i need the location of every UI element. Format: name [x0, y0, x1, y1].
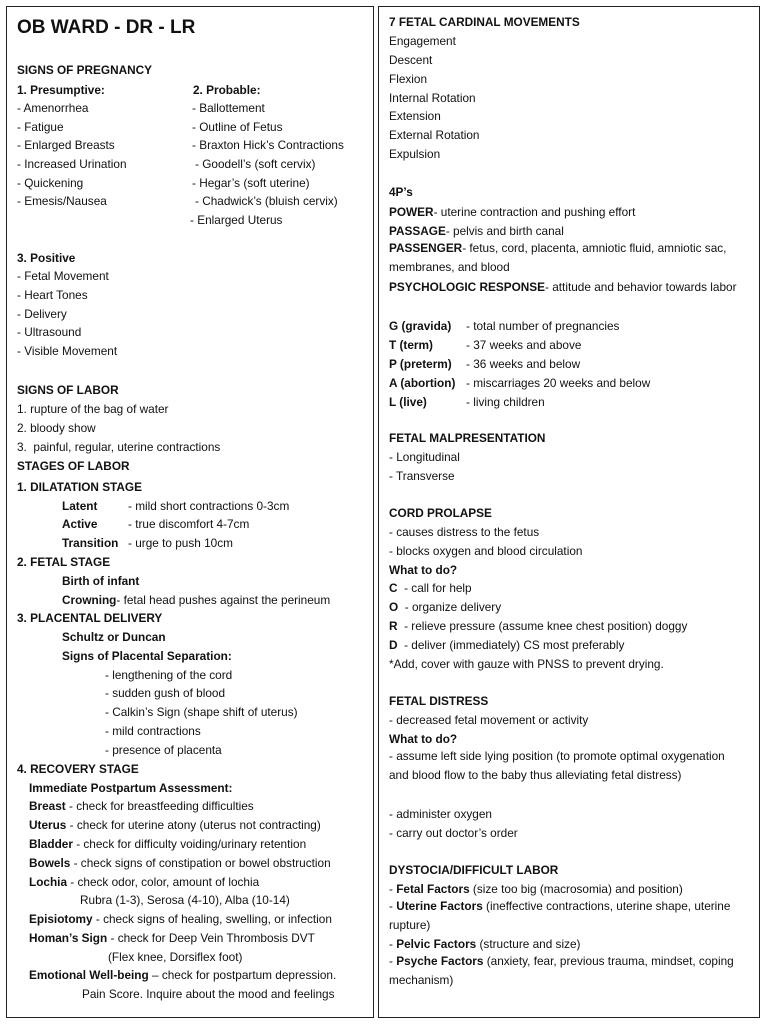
- distress-oxygen: - administer oxygen: [389, 807, 492, 821]
- presumptive-item: - Increased Urination: [17, 157, 127, 171]
- gtpal-text: - living children: [466, 395, 545, 409]
- homans-label: Homan’s Sign: [29, 931, 108, 945]
- psyche-factors-label: Psyche Factors: [396, 954, 484, 968]
- separation-sign: - Calkin’s Sign (shape shift of uterus): [105, 705, 298, 719]
- postpartum-assessment-heading: Immediate Postpartum Assessment:: [29, 781, 233, 795]
- latent-text: - mild short contractions 0-3cm: [128, 499, 290, 513]
- breast-line: [29, 799, 254, 814]
- probable-item: - Chadwick’s (bluish cervix): [195, 194, 338, 208]
- probable-item: - Outline of Fetus: [192, 120, 283, 134]
- fetal-distress-heading: FETAL DISTRESS: [389, 694, 489, 708]
- crowning-label: Crowning: [62, 593, 117, 607]
- episiotomy-label: Episiotomy: [29, 912, 93, 926]
- gtpal-label: P (preterm): [389, 357, 452, 371]
- lochia-line: [29, 875, 259, 890]
- probable-heading: 2. Probable:: [193, 83, 261, 97]
- distress-assume: - assume left side lying position (to promote optimal oxygenation and blood flow to the baby thus alleviating fetal distress): [389, 749, 725, 782]
- signs-of-labor-heading: SIGNS OF LABOR: [17, 383, 119, 397]
- cardinal-movement: Engagement: [389, 34, 456, 48]
- transition-text: - urge to push 10cm: [128, 536, 233, 550]
- passage-label: PASSAGE: [389, 224, 446, 238]
- cardinal-movement: Extension: [389, 109, 441, 123]
- cord-step-text: - organize delivery: [398, 600, 502, 614]
- cardinal-movement: Flexion: [389, 72, 428, 86]
- birth-of-infant: Birth of infant: [62, 574, 140, 588]
- fetal-distress-item: - decreased fetal movement or activity: [389, 713, 589, 727]
- cord-step-letter: C: [389, 581, 398, 595]
- distress-order: - carry out doctor’s order: [389, 826, 518, 840]
- uterine-factors-text: (ineffective contractions, uterine shape, uterine rupture): [389, 899, 731, 932]
- malpresentation-item: - Longitudinal: [389, 450, 460, 464]
- bladder-line: [29, 837, 306, 852]
- homans-text: - check for Deep Vein Thrombosis DVT: [107, 931, 315, 945]
- cord-step-letter: D: [389, 638, 398, 652]
- fetal-factors-text: (size too big (macrosomia) and position): [469, 882, 683, 896]
- cord-step: [389, 581, 472, 596]
- probable-item: - Hegar’s (soft uterine): [192, 176, 310, 190]
- signs-of-labor-item: 2. bloody show: [17, 421, 96, 435]
- malpresentation-item: - Transverse: [389, 469, 455, 483]
- pelvic-factors-label: Pelvic Factors: [396, 937, 477, 951]
- separation-sign: - sudden gush of blood: [105, 686, 226, 700]
- cord-step-text: - deliver (immediately) CS most preferably: [397, 638, 625, 652]
- cord-prolapse-item: - causes distress to the fetus: [389, 525, 540, 539]
- presumptive-item: - Emesis/Nausea: [17, 194, 107, 208]
- cord-prolapse-heading: CORD PROLAPSE: [389, 506, 492, 520]
- separation-sign: - mild contractions: [105, 724, 201, 738]
- page-title: OB WARD - DR - LR: [17, 17, 196, 38]
- probable-item: - Enlarged Uterus: [190, 213, 283, 227]
- positive-item: - Fetal Movement: [17, 269, 109, 283]
- episiotomy-text: - check signs of healing, swelling, or infection: [92, 912, 332, 926]
- psychologic-text: - attitude and behavior towards labor: [545, 280, 737, 294]
- bladder-text: - check for difficulty voiding/urinary retention: [72, 837, 307, 851]
- probable-item: - Ballottement: [192, 101, 265, 115]
- pelvic-factors-text: (structure and size): [476, 937, 581, 951]
- power-text: - uterine contraction and pushing effort: [433, 205, 636, 219]
- signs-of-pregnancy-heading: SIGNS OF PREGNANCY: [17, 63, 153, 77]
- psyche-factors-text: (anxiety, fear, previous trauma, mindset, coping mechanism): [389, 954, 734, 987]
- uterus-line: [29, 818, 321, 833]
- psychologic-line: [389, 280, 737, 295]
- presumptive-item: - Fatigue: [17, 120, 64, 134]
- cord-note: *Add, cover with gauze with PNSS to prevent drying.: [389, 657, 664, 671]
- separation-sign: - lengthening of the cord: [105, 668, 233, 682]
- passage-line: [389, 224, 564, 239]
- bladder-label: Bladder: [29, 837, 73, 851]
- latent-label: Latent: [62, 499, 98, 513]
- gtpal-text: - total number of pregnancies: [466, 319, 620, 333]
- four-ps-heading: 4P’s: [389, 185, 413, 199]
- cord-step-letter: O: [389, 600, 399, 614]
- pelvic-factors: - Pelvic Factors (structure and size): [389, 937, 581, 951]
- fetal-stage-heading: 2. FETAL STAGE: [17, 555, 111, 569]
- episiotomy-line: [29, 912, 332, 927]
- crowning-text: - fetal head pushes against the perineum: [116, 593, 331, 607]
- fetal-factors-label: Fetal Factors: [396, 882, 470, 896]
- cardinal-movement: Expulsion: [389, 147, 441, 161]
- breast-label: Breast: [29, 799, 66, 813]
- probable-item: - Goodell’s (soft cervix): [195, 157, 316, 171]
- uterine-factors: - Uterine Factors (ineffective contractions, uterine shape, uterine rupture): [389, 899, 731, 932]
- emotional-line: [29, 968, 336, 983]
- presumptive-item: - Enlarged Breasts: [17, 138, 115, 152]
- cardinal-movement: Internal Rotation: [389, 91, 476, 105]
- presumptive-item: - Quickening: [17, 176, 84, 190]
- cord-prolapse-item: - blocks oxygen and blood circulation: [389, 544, 583, 558]
- bowels-label: Bowels: [29, 856, 71, 870]
- uterus-label: Uterus: [29, 818, 67, 832]
- positive-item: - Visible Movement: [17, 344, 118, 358]
- fetal-factors: - Fetal Factors (size too big (macrosomia) and position): [389, 882, 683, 896]
- psychologic-label: PSYCHOLOGIC RESPONSE: [389, 280, 546, 294]
- emotional-label: Emotional Well-being: [29, 968, 149, 982]
- placental-delivery-heading: 3. PLACENTAL DELIVERY: [17, 611, 163, 625]
- pain-score: Pain Score. Inquire about the mood and feelings: [82, 987, 335, 1001]
- positive-item: - Ultrasound: [17, 325, 82, 339]
- cord-what-to-do: What to do?: [389, 563, 458, 577]
- lochia-label: Lochia: [29, 875, 68, 889]
- uterine-factors-label: Uterine Factors: [396, 899, 483, 913]
- cardinal-movement: Descent: [389, 53, 433, 67]
- gtpal-text: - 36 weeks and below: [466, 357, 581, 371]
- gtpal-label: A (abortion): [389, 376, 456, 390]
- malpresentation-heading: FETAL MALPRESENTATION: [389, 431, 546, 445]
- separation-sign: - presence of placenta: [105, 743, 222, 757]
- bowels-text: - check signs of constipation or bowel obstruction: [70, 856, 331, 870]
- presumptive-item: - Amenorrhea: [17, 101, 89, 115]
- cord-step: [389, 638, 624, 653]
- schultz-duncan: Schultz or Duncan: [62, 630, 166, 644]
- left-column: [6, 6, 374, 1018]
- presumptive-heading: 1. Presumptive:: [17, 83, 105, 97]
- signs-of-labor-item: 1. rupture of the bag of water: [17, 402, 169, 416]
- cardinal-movement: External Rotation: [389, 128, 480, 142]
- probable-item: - Braxton Hick’s Contractions: [192, 138, 344, 152]
- recovery-stage-heading: 4. RECOVERY STAGE: [17, 762, 139, 776]
- passenger-text: - fetus, cord, placenta, amniotic fluid, amniotic sac, membranes, and blood: [389, 241, 727, 274]
- homans-sub: (Flex knee, Dorsiflex foot): [108, 950, 243, 964]
- right-column: [378, 6, 760, 1018]
- active-label: Active: [62, 517, 98, 531]
- dystocia-heading: DYSTOCIA/DIFFICULT LABOR: [389, 863, 559, 877]
- gtpal-label: T (term): [389, 338, 433, 352]
- power-label: POWER: [389, 205, 434, 219]
- cardinal-movements-heading: 7 FETAL CARDINAL MOVEMENTS: [389, 15, 580, 29]
- passage-text: - pelvis and birth canal: [445, 224, 564, 238]
- gtpal-text: - miscarriages 20 weeks and below: [466, 376, 651, 390]
- cord-step: [389, 600, 501, 615]
- uterus-text: - check for uterine atony (uterus not contracting): [66, 818, 321, 832]
- distress-what-to-do: What to do?: [389, 732, 458, 746]
- active-text: - true discomfort 4-7cm: [128, 517, 250, 531]
- stages-of-labor-heading: STAGES OF LABOR: [17, 459, 130, 473]
- cord-step-text: - call for help: [397, 581, 472, 595]
- cord-step-text: - relieve pressure (assume knee chest position) doggy: [397, 619, 688, 633]
- positive-heading: 3. Positive: [17, 251, 76, 265]
- gtpal-label: G (gravida): [389, 319, 452, 333]
- gtpal-text: - 37 weeks and above: [466, 338, 582, 352]
- crowning-line: [62, 593, 330, 608]
- cord-step-letter: R: [389, 619, 398, 633]
- positive-item: - Delivery: [17, 307, 67, 321]
- dilatation-stage-heading: 1. DILATATION STAGE: [17, 480, 142, 494]
- emotional-text: – check for postpartum depression.: [148, 968, 337, 982]
- lochia-text: - check odor, color, amount of lochia: [67, 875, 260, 889]
- passenger-label: PASSENGER: [389, 241, 463, 255]
- transition-label: Transition: [62, 536, 119, 550]
- power-line: [389, 205, 635, 220]
- gtpal-label: L (live): [389, 395, 427, 409]
- psyche-factors: - Psyche Factors (anxiety, fear, previous trauma, mindset, coping mechanism): [389, 954, 734, 987]
- breast-text: - check for breastfeeding difficulties: [65, 799, 254, 813]
- positive-item: - Heart Tones: [17, 288, 88, 302]
- homans-line: [29, 931, 315, 946]
- cord-step: [389, 619, 687, 634]
- signs-of-separation-heading: Signs of Placental Separation:: [62, 649, 232, 663]
- bowels-line: [29, 856, 331, 871]
- passenger-line: [389, 239, 754, 276]
- signs-of-labor-item: 3. painful, regular, uterine contractions: [17, 440, 221, 454]
- lochia-types: Rubra (1-3), Serosa (4-10), Alba (10-14): [80, 893, 290, 907]
